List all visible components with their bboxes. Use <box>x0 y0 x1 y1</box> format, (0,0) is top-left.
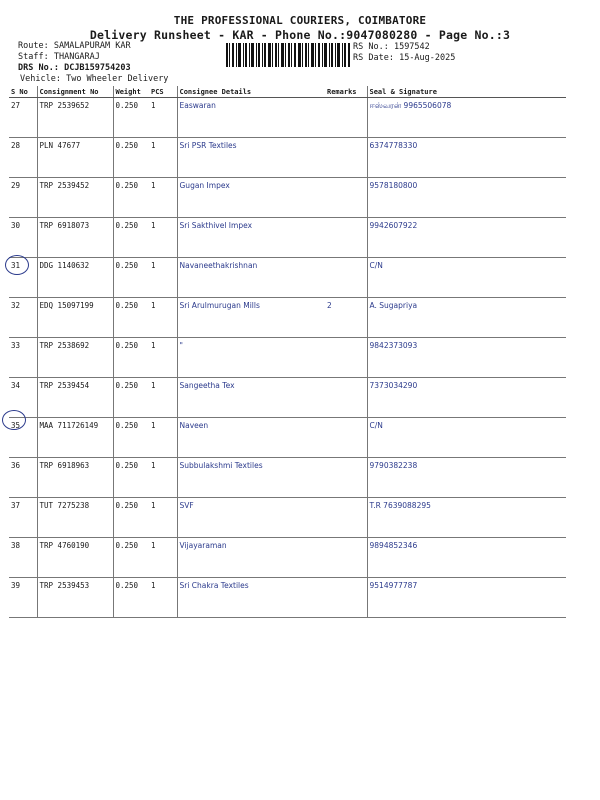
row-remarks <box>325 378 367 418</box>
row-consignee: Sangeetha Tex <box>177 378 325 418</box>
row-consignment-no: TRP 2539452 <box>37 178 113 218</box>
table-row <box>9 258 566 298</box>
row-pcs: 1 <box>149 98 177 138</box>
row-weight: 0.250 <box>113 258 149 298</box>
runsheet-table <box>9 86 566 618</box>
row-consignment-no: TRP 2539652 <box>37 98 113 138</box>
row-weight: 0.250 <box>113 98 149 138</box>
row-remarks <box>325 498 367 538</box>
vehicle-value: Two Wheeler Delivery <box>66 74 169 84</box>
table-row <box>9 298 566 338</box>
runsheet-subtitle: Delivery Runsheet - KAR - Phone No.:9047080280 - Page No.:3 <box>89 28 511 42</box>
sno-circle-mark <box>2 410 26 430</box>
route-line <box>18 41 131 51</box>
row-weight: 0.250 <box>113 138 149 178</box>
col-header-consignment: Consignment No <box>37 86 113 98</box>
row-weight: 0.250 <box>113 498 149 538</box>
staff-value: THANGARAJ <box>53 52 100 62</box>
row-sno: 30 <box>9 218 37 258</box>
row-sno: 34 <box>9 378 37 418</box>
row-signature: T.R 7639088295 <box>367 498 566 538</box>
row-consignment-no: TRP 2539453 <box>37 578 113 618</box>
rs-no-value: 1597542 <box>393 42 430 52</box>
row-signature: 9942607922 <box>367 218 566 258</box>
rs-no-line <box>353 42 430 52</box>
row-weight: 0.250 <box>113 218 149 258</box>
row-signature: 7373034290 <box>367 378 566 418</box>
row-remarks <box>325 218 367 258</box>
row-pcs: 1 <box>149 498 177 538</box>
row-consignee: Navaneethakrishnan <box>177 258 325 298</box>
row-consignment-no: TRP 6918073 <box>37 218 113 258</box>
row-pcs: 1 <box>149 298 177 338</box>
row-pcs: 1 <box>149 378 177 418</box>
row-pcs: 1 <box>149 218 177 258</box>
route-label: Route: <box>18 41 49 51</box>
table-row <box>9 578 566 618</box>
row-remarks <box>325 538 367 578</box>
sno-circle-mark <box>5 255 29 275</box>
table-row <box>9 538 566 578</box>
row-sno: 35 <box>9 418 37 458</box>
rs-date-value: 15-Aug-2025 <box>399 53 456 63</box>
row-pcs: 1 <box>149 138 177 178</box>
staff-label: Staff: <box>18 52 49 62</box>
row-remarks <box>325 178 367 218</box>
table-row <box>9 138 566 178</box>
row-remarks: 2 <box>325 298 367 338</box>
row-weight: 0.250 <box>113 338 149 378</box>
row-signature: C/N <box>367 258 566 298</box>
row-sno: 37 <box>9 498 37 538</box>
table-row <box>9 498 566 538</box>
row-signature: 9842373093 <box>367 338 566 378</box>
drs-line <box>18 63 131 73</box>
row-weight: 0.250 <box>113 298 149 338</box>
col-header-weight: Weight <box>113 86 149 98</box>
row-remarks <box>325 338 367 378</box>
row-consignment-no: PLN 47677 <box>37 138 113 178</box>
row-weight: 0.250 <box>113 178 149 218</box>
drs-value: DCJB159754203 <box>64 63 131 73</box>
row-signature: 9514977787 <box>367 578 566 618</box>
row-consignee: " <box>177 338 325 378</box>
rs-date-label: RS Date: <box>353 53 394 63</box>
row-sno: 39 <box>9 578 37 618</box>
table-row <box>9 218 566 258</box>
row-sno: 31 <box>9 258 37 298</box>
row-consignee: Gugan Impex <box>177 178 325 218</box>
row-remarks <box>325 418 367 458</box>
row-consignment-no: EDQ 15097199 <box>37 298 113 338</box>
row-pcs: 1 <box>149 418 177 458</box>
rs-no-label: RS No.: <box>353 42 389 52</box>
row-sno: 33 <box>9 338 37 378</box>
table-body <box>9 98 566 618</box>
row-sno: 38 <box>9 538 37 578</box>
company-title: THE PROFESSIONAL COURIERS, COIMBATORE <box>173 14 427 27</box>
row-pcs: 1 <box>149 178 177 218</box>
row-remarks <box>325 98 367 138</box>
row-consignee: Sri Chakra Textiles <box>177 578 325 618</box>
row-weight: 0.250 <box>113 578 149 618</box>
row-signature: C/N <box>367 418 566 458</box>
rs-date-line <box>353 53 455 63</box>
row-pcs: 1 <box>149 338 177 378</box>
row-consignee: Sri PSR Textiles <box>177 138 325 178</box>
row-weight: 0.250 <box>113 378 149 418</box>
row-consignment-no: MAA 711726149 <box>37 418 113 458</box>
row-remarks <box>325 578 367 618</box>
table-row <box>9 338 566 378</box>
row-consignee: SVF <box>177 498 325 538</box>
row-pcs: 1 <box>149 258 177 298</box>
col-header-signature: Seal & Signature <box>367 86 566 98</box>
row-consignee: Easwaran <box>177 98 325 138</box>
row-weight: 0.250 <box>113 538 149 578</box>
row-sno: 36 <box>9 458 37 498</box>
route-value: SAMALAPURAM KAR <box>53 41 131 51</box>
row-consignment-no: DDG 1140632 <box>37 258 113 298</box>
row-remarks <box>325 458 367 498</box>
staff-line <box>18 52 100 62</box>
row-pcs: 1 <box>149 538 177 578</box>
row-remarks <box>325 258 367 298</box>
row-remarks <box>325 138 367 178</box>
table-header-row <box>9 86 566 98</box>
table-row <box>9 378 566 418</box>
row-signature: A. Sugapriya <box>367 298 566 338</box>
row-weight: 0.250 <box>113 458 149 498</box>
row-sno: 27 <box>9 98 37 138</box>
row-consignment-no: TRP 6918963 <box>37 458 113 498</box>
row-consignment-no: TRP 2538692 <box>37 338 113 378</box>
row-consignment-no: TRP 4760190 <box>37 538 113 578</box>
col-header-remarks: Remarks <box>325 86 367 98</box>
row-consignee: Subbulakshmi Textiles <box>177 458 325 498</box>
row-consignee: Vijayaraman <box>177 538 325 578</box>
row-signature: 9790382238 <box>367 458 566 498</box>
col-header-consignee: Consignee Details <box>177 86 325 98</box>
table-row <box>9 458 566 498</box>
row-consignment-no: TUT 7275238 <box>37 498 113 538</box>
row-sno: 29 <box>9 178 37 218</box>
row-signature: ஈஸ்வரன் 9965506078 <box>367 98 566 138</box>
row-pcs: 1 <box>149 458 177 498</box>
row-consignee: Sri Sakthivel Impex <box>177 218 325 258</box>
table-row <box>9 98 566 138</box>
vehicle-label: Vehicle: <box>20 74 61 84</box>
row-sno: 32 <box>9 298 37 338</box>
row-pcs: 1 <box>149 578 177 618</box>
col-header-pcs: PCS <box>149 86 177 98</box>
col-header-sno: S No <box>9 86 37 98</box>
row-signature: 9578180800 <box>367 178 566 218</box>
row-consignee: Naveen <box>177 418 325 458</box>
drs-label: DRS No.: <box>18 63 59 73</box>
table-row <box>9 178 566 218</box>
row-weight: 0.250 <box>113 418 149 458</box>
row-signature: 6374778330 <box>367 138 566 178</box>
row-signature: 9894852346 <box>367 538 566 578</box>
table-row <box>9 418 566 458</box>
barcode-image <box>226 43 350 67</box>
row-consignment-no: TRP 2539454 <box>37 378 113 418</box>
row-consignee: Sri Arulmurugan Mills <box>177 298 325 338</box>
vehicle-line <box>20 74 168 84</box>
row-sno: 28 <box>9 138 37 178</box>
